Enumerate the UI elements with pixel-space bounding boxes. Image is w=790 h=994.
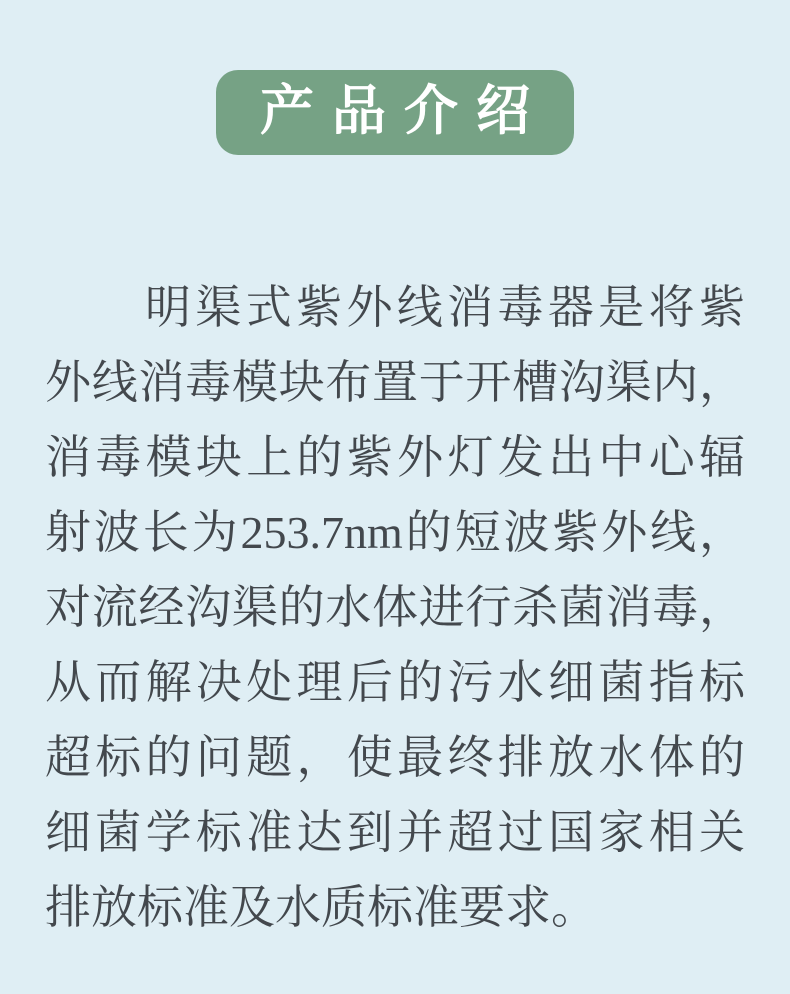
description-line: 外线消毒模块布置于开槽沟渠内， xyxy=(45,357,745,408)
description-line: 细菌学标准达到并超过国家相关 xyxy=(45,807,745,858)
description-line: 从而解决处理后的污水细菌指标 xyxy=(45,657,745,708)
product-description xyxy=(45,270,745,945)
description-line: 明渠式紫外线消毒器是将紫 xyxy=(145,282,745,333)
description-line: 排放标准及水质标准要求。 xyxy=(45,882,597,933)
description-line: 射波长为253.7nm的短波紫外线， xyxy=(45,507,745,558)
section-title-label: 产品介绍 xyxy=(260,81,548,141)
description-line: 消毒模块上的紫外灯发出中心辐 xyxy=(45,432,745,483)
description-line: 对流经沟渠的水体进行杀菌消毒， xyxy=(45,582,745,633)
section-title-badge xyxy=(216,70,574,155)
description-line: 超标的问题，使最终排放水体的 xyxy=(45,732,745,783)
product-intro-page xyxy=(0,70,790,994)
